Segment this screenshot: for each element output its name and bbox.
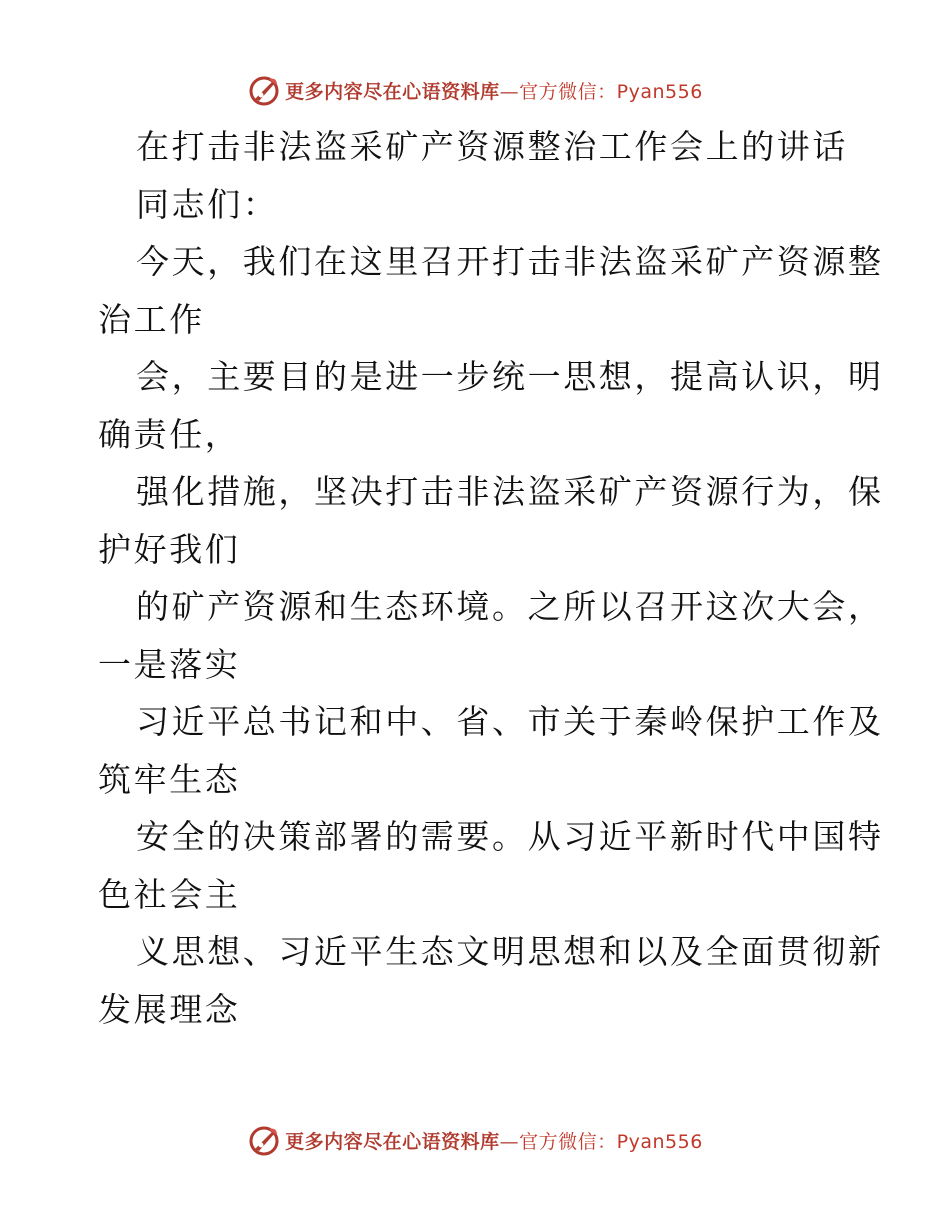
body-line: 确责任， bbox=[98, 414, 241, 454]
header-watermark-banner bbox=[0, 70, 950, 110]
footer-brand: 更多内容尽在心语资料库 bbox=[285, 1130, 500, 1153]
body-line: 习近平总书记和中、省、市关于秦岭保护工作及 bbox=[136, 702, 884, 741]
body-line: 色社会主 bbox=[98, 874, 241, 914]
body-line: 今天，我们在这里召开打击非法盗采矿产资源整 bbox=[136, 242, 884, 281]
header-watermark-text bbox=[285, 77, 703, 104]
header-wechat: 官方微信：Pyan556 bbox=[519, 80, 703, 103]
body-line: 筑牢生态 bbox=[98, 759, 241, 799]
footer-watermark-text bbox=[285, 1127, 703, 1154]
body-line: 会，主要目的是进一步统一思想，提高认识，明 bbox=[136, 357, 884, 396]
body-line: 安全的决策部署的需要。从习近平新时代中国特 bbox=[136, 817, 884, 856]
document-body bbox=[98, 118, 884, 1038]
body-line: 护好我们 bbox=[98, 529, 241, 569]
salutation: 同志们： bbox=[136, 184, 279, 224]
quill-logo-icon bbox=[247, 1123, 281, 1157]
body-line: 一是落实 bbox=[98, 644, 241, 684]
footer-separator: — bbox=[499, 1130, 520, 1153]
header-separator: — bbox=[499, 80, 520, 103]
quill-logo-icon bbox=[247, 73, 281, 107]
body-line: 的矿产资源和生态环境。之所以召开这次大会， bbox=[136, 587, 884, 626]
body-line: 治工作 bbox=[98, 299, 205, 339]
header-brand: 更多内容尽在心语资料库 bbox=[285, 80, 500, 103]
body-line: 强化措施，坚决打击非法盗采矿产资源行为，保 bbox=[136, 472, 884, 511]
body-line: 发展理念 bbox=[98, 989, 241, 1029]
body-line: 义思想、习近平生态文明思想和以及全面贯彻新 bbox=[136, 932, 884, 971]
footer-wechat: 官方微信：Pyan556 bbox=[519, 1130, 703, 1153]
footer-watermark-banner bbox=[0, 1120, 950, 1160]
document-title: 在打击非法盗采矿产资源整治工作会上的讲话 bbox=[136, 127, 848, 166]
